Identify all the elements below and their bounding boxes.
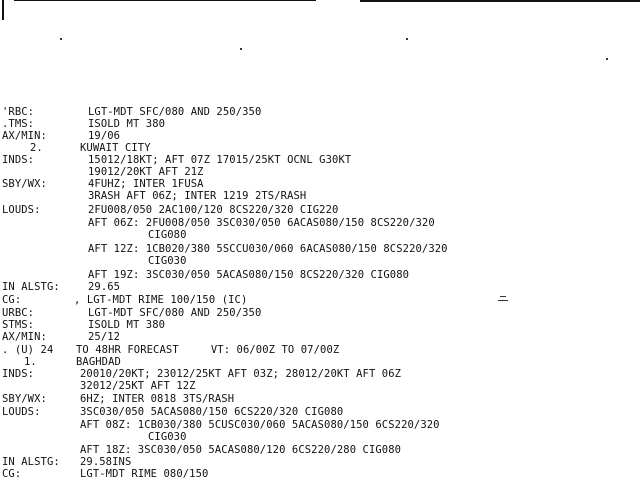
line-label: INDS: <box>2 154 35 166</box>
line-value: 20010/20KT; 23012/25KT AFT 03Z; 28012/20KT AFT 06Z <box>80 368 402 380</box>
text-line <box>0 154 640 166</box>
text-line <box>0 255 640 267</box>
line-value: 6HZ; INTER 0818 3TS/RASH <box>80 393 235 405</box>
text-line <box>0 281 640 293</box>
line-label: SBY/WX: <box>2 393 47 405</box>
line-label: STMS: <box>2 319 35 331</box>
line-value: AFT 08Z: 1CB030/380 5CUSC030/060 5ACAS080/150 6CS220/320 <box>80 419 440 431</box>
line-value: 29.58INS <box>80 456 132 468</box>
line-value: AFT 12Z: 1CB020/380 5SCCU030/060 6ACAS080/150 8CS220/320 <box>88 243 448 255</box>
line-label: 2. <box>30 142 43 154</box>
text-line <box>0 142 640 154</box>
text-line <box>0 178 640 190</box>
text-line <box>0 166 640 178</box>
text-line <box>0 243 640 255</box>
text-line <box>0 269 640 281</box>
line-value: 4FUHZ; INTER 1FUSA <box>88 178 204 190</box>
top-rule-left <box>14 0 316 1</box>
text-line <box>0 106 640 118</box>
line-value: 19012/20KT AFT 21Z <box>88 166 204 178</box>
line-label: 1. <box>24 356 37 368</box>
line-label: AX/MIN: <box>2 331 47 343</box>
line-label: INDS: <box>2 368 35 380</box>
line-value: BAGHDAD <box>76 356 121 368</box>
text-line <box>0 431 640 443</box>
line-value: 25/12 <box>88 331 121 343</box>
text-line <box>0 419 640 431</box>
line-value: 19/06 <box>88 130 121 142</box>
speck <box>60 38 62 40</box>
text-line <box>0 368 640 380</box>
text-line <box>0 456 640 468</box>
line-value: AFT 06Z: 2FU008/050 3SC030/050 6ACAS080/150 8CS220/320 <box>88 217 435 229</box>
line-value: 29.65 <box>88 281 121 293</box>
line-label: CG: <box>2 294 22 306</box>
line-label: SBY/WX: <box>2 178 47 190</box>
line-label: AX/MIN: <box>2 130 47 142</box>
text-line <box>0 331 640 343</box>
line-label: CG: <box>2 468 22 480</box>
text-line <box>0 217 640 229</box>
speck <box>606 58 608 60</box>
line-label: . (U) 24 <box>2 344 54 356</box>
text-line <box>0 130 640 142</box>
line-value: CIG030 <box>148 431 187 443</box>
line-value: AFT 19Z: 3SC030/050 5ACAS080/150 8CS220/320 CIG080 <box>88 269 410 281</box>
text-line <box>0 468 640 480</box>
text-line <box>0 294 640 306</box>
line-label: LOUDS: <box>2 406 41 418</box>
line-value: LGT-MDT SFC/080 AND 250/350 <box>88 307 262 319</box>
line-value: LGT-MDT RIME 080/150 <box>80 468 209 480</box>
line-label: URBC: <box>2 307 35 319</box>
line-value: CIG030 <box>148 255 187 267</box>
text-line <box>0 118 640 130</box>
text-line <box>0 307 640 319</box>
text-line <box>0 204 640 216</box>
line-value: 32012/25KT AFT 12Z <box>80 380 196 392</box>
line-value: CIG080 <box>148 229 187 241</box>
line-label: 'RBC: <box>2 106 35 118</box>
text-line <box>0 190 640 202</box>
text-line <box>0 406 640 418</box>
line-value: , LGT-MDT RIME 100/150 (IC) <box>74 294 248 306</box>
line-value: AFT 18Z: 3SC030/050 5ACAS080/120 6CS220/280 CIG080 <box>80 444 402 456</box>
text-line <box>0 444 640 456</box>
speck <box>406 38 408 40</box>
line-value: 2FU008/050 2AC100/120 8CS220/320 CIG220 <box>88 204 339 216</box>
text-line <box>0 229 640 241</box>
line-value: 3RASH AFT 06Z; INTER 1219 2TS/RASH <box>88 190 307 202</box>
text-line <box>0 380 640 392</box>
text-line <box>0 356 640 368</box>
line-value: ISOLD MT 380 <box>88 319 166 331</box>
line-value: 3SC030/050 5ACAS080/150 6CS220/320 CIG080 <box>80 406 344 418</box>
line-label: .TMS: <box>2 118 35 130</box>
line-value: LGT-MDT SFC/080 AND 250/350 <box>88 106 262 118</box>
text-line <box>0 344 640 356</box>
line-value: TO 48HR FORECAST VT: 06/00Z TO 07/00Z <box>76 344 340 356</box>
text-line <box>0 393 640 405</box>
text-line <box>0 319 640 331</box>
top-rule-right <box>360 0 640 2</box>
line-label: IN ALSTG: <box>2 456 60 468</box>
line-value: 15012/18KT; AFT 07Z 17015/25KT OCNL G30KT <box>88 154 352 166</box>
line-label: LOUDS: <box>2 204 41 216</box>
line-label: IN ALSTG: <box>2 281 60 293</box>
speck <box>240 48 242 50</box>
line-value: KUWAIT CITY <box>80 142 151 154</box>
line-value: ISOLD MT 380 <box>88 118 166 130</box>
top-left-mark <box>2 0 4 20</box>
